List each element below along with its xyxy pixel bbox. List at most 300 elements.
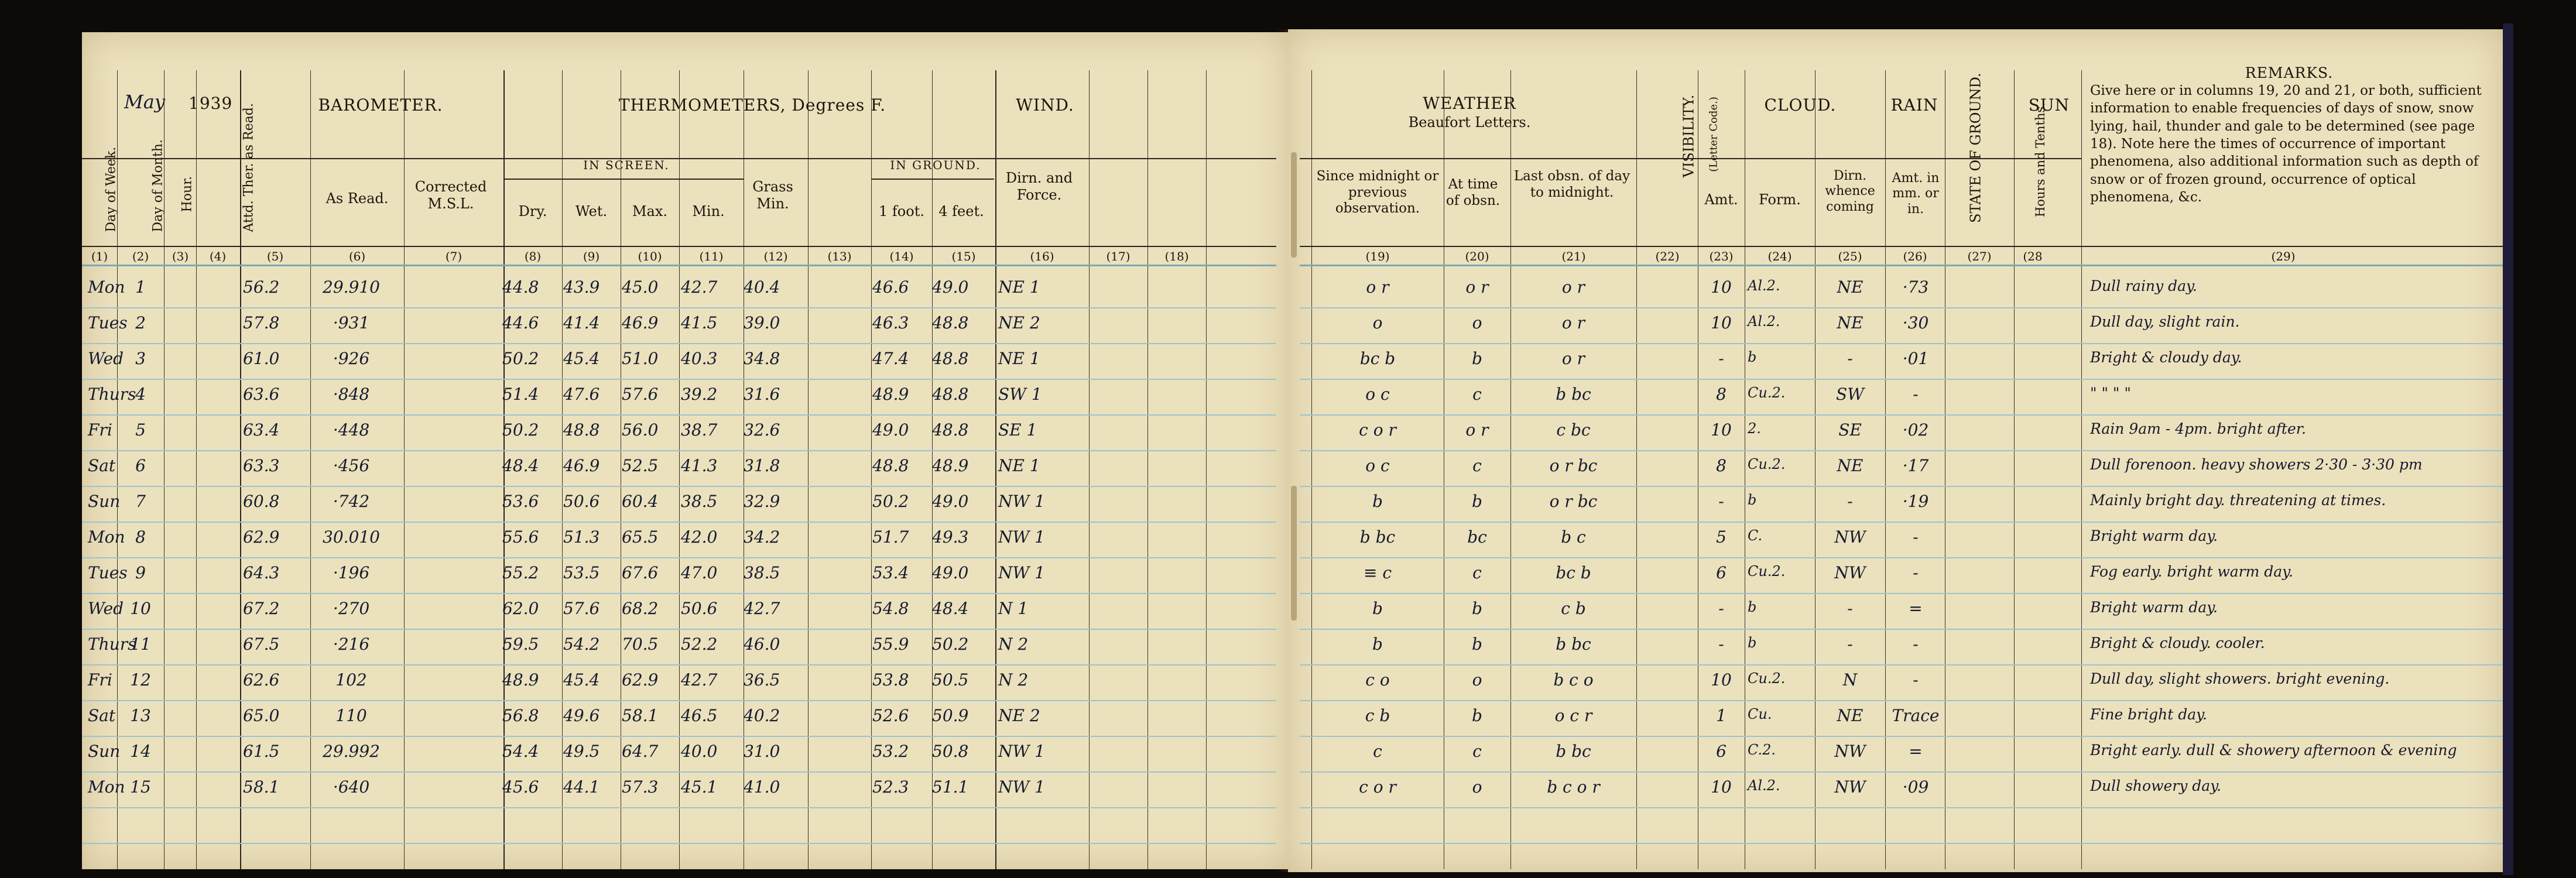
day-of-month-cell: 2 [135, 313, 146, 332]
max-temp-cell: 45.0 [622, 277, 659, 297]
cloud-form-cell: b [1748, 599, 1757, 615]
wind-cell: NE 2 [998, 313, 1040, 332]
rain-amount-cell: Trace [1892, 706, 1940, 725]
column-divider [808, 70, 809, 869]
barometer-reading-cell: ·848 [333, 385, 370, 404]
cloud-amount-cell: 10 [1711, 420, 1732, 440]
barometer-reading-cell: ·270 [333, 599, 370, 618]
max-temp-cell: 68.2 [622, 599, 659, 618]
column-number: (22) [1655, 249, 1680, 263]
ruled-line [1300, 807, 2503, 808]
min-temp-cell: 42.7 [681, 277, 718, 297]
day-of-month-header: Day of Month. [150, 139, 166, 232]
dry-temp-cell: 55.2 [502, 563, 539, 582]
rain-amt-header: Amt. in mm. or in. [1892, 171, 1940, 217]
ground-1ft-cell: 53.8 [872, 670, 909, 690]
remark-cell: Bright & cloudy. cooler. [2090, 635, 2265, 651]
weather-at-time-cell: o [1472, 670, 1482, 690]
wet-temp-cell: 43.9 [563, 277, 600, 297]
min-temp-cell: 41.5 [681, 313, 718, 332]
ruled-line [1300, 664, 2503, 666]
cloud-direction-cell: NE [1837, 277, 1864, 297]
in-screen-heading: IN SCREEN. [583, 158, 670, 172]
dry-temp-cell: 53.6 [502, 492, 539, 511]
cloud-amount-cell: 10 [1711, 313, 1732, 332]
ruled-line [82, 664, 1276, 666]
ground-4ft-cell: 48.8 [932, 420, 969, 440]
ruled-line [1300, 414, 2503, 416]
weather-at-time-cell: o r [1465, 420, 1489, 440]
grass-min-cell: 42.7 [744, 599, 780, 618]
day-of-week-cell: Thurs [88, 385, 136, 404]
wind-heading: WIND. [1016, 95, 1074, 115]
column-divider [1147, 70, 1148, 869]
column-number: (15) [951, 249, 976, 263]
in-screen-divider [503, 179, 744, 180]
weather-last-cell: o r [1561, 277, 1585, 297]
weather-at-time-cell: b [1472, 349, 1482, 368]
cloud-form-cell: Al.2. [1748, 777, 1780, 794]
rain-amount-cell: = [1909, 742, 1923, 761]
cloud-form-cell: b [1748, 492, 1757, 508]
max-temp-cell: 70.5 [622, 635, 659, 654]
remark-cell: Dull day, slight showers. bright evening. [2090, 670, 2390, 687]
weather-last-cell: b c o r [1547, 777, 1600, 797]
column-divider [1206, 70, 1207, 869]
ruled-line [1300, 700, 2503, 701]
cloud-direction-cell: NE [1837, 456, 1864, 475]
hour-header: Hour. [180, 176, 195, 212]
state-of-ground-header: STATE OF GROUND. [1967, 73, 1984, 223]
cloud-direction-cell: - [1847, 635, 1853, 654]
ground-1ft-cell: 48.8 [872, 456, 909, 475]
min-temp-cell: 39.2 [681, 385, 718, 404]
cloud-amount-cell: 10 [1711, 777, 1732, 797]
min-header: Min. [692, 203, 725, 220]
cloud-direction-cell: N [1842, 670, 1858, 690]
attd-ther-cell: 67.2 [243, 599, 280, 618]
column-number: (26) [1903, 249, 1927, 263]
ruled-line [82, 307, 1276, 308]
column-number: (23) [1709, 249, 1734, 263]
day-of-month-cell: 6 [135, 456, 146, 475]
ruled-line [82, 700, 1276, 701]
ground-4ft-cell: 50.5 [932, 670, 969, 690]
ground-4ft-cell: 48.8 [932, 385, 969, 404]
cloud-direction-cell: NW [1834, 777, 1866, 797]
barometer-reading-cell: ·640 [333, 777, 370, 797]
column-number: (27) [1967, 249, 1992, 263]
weather-since-cell: b [1372, 492, 1383, 511]
ground-4ft-cell: 50.8 [932, 742, 969, 761]
wind-cell: SE 1 [998, 420, 1037, 440]
column-divider [1089, 70, 1090, 869]
column-number: (10) [638, 249, 662, 263]
dry-temp-cell: 44.8 [502, 277, 539, 297]
weather-at-time-cell: b [1472, 492, 1482, 511]
grass-min-cell: 36.5 [744, 670, 780, 690]
visibility-header: VISIBILITY. [1680, 94, 1697, 178]
wind-cell: NE 1 [998, 277, 1040, 297]
sun-heading: SUN [2028, 95, 2070, 115]
weather-at-time-cell: b [1472, 599, 1482, 618]
column-divider [196, 70, 197, 869]
ruled-line [82, 593, 1276, 594]
cloud-dirn-header: Dirn. whence coming [1825, 169, 1875, 214]
grass-min-cell: 40.4 [744, 277, 780, 297]
ground-4ft-cell: 48.8 [932, 349, 969, 368]
ruled-line [1300, 629, 2503, 630]
rain-amount-cell: - [1913, 670, 1919, 690]
rain-amount-cell: ·19 [1902, 492, 1929, 511]
wet-temp-cell: 44.1 [563, 777, 600, 797]
ruled-line [82, 557, 1276, 558]
column-divider [240, 70, 241, 869]
weather-since-cell: b bc [1359, 527, 1396, 547]
cloud-amount-cell: 10 [1711, 277, 1732, 297]
attd-ther-cell: 64.3 [243, 563, 280, 582]
dry-temp-cell: 48.4 [502, 456, 539, 475]
column-number: (8) [524, 249, 542, 263]
header-bottom-line [82, 246, 1276, 247]
rain-amount-cell: ·02 [1902, 420, 1929, 440]
column-divider [995, 70, 996, 869]
ground-1ft-cell: 48.9 [872, 385, 909, 404]
wet-temp-cell: 46.9 [563, 456, 600, 475]
dry-temp-cell: 50.2 [502, 420, 539, 440]
last-obsn-header: Last obsn. of day to midnight. [1513, 169, 1630, 200]
column-number: (4) [209, 249, 227, 263]
ruled-line [1300, 522, 2503, 523]
day-of-week-cell: Wed [88, 599, 124, 618]
dry-header: Dry. [518, 203, 547, 220]
day-of-month-cell: 15 [130, 777, 151, 797]
day-of-week-cell: Fri [88, 420, 112, 440]
cloud-amount-cell: 5 [1716, 527, 1727, 547]
ruled-line [82, 771, 1276, 773]
ruled-line [1300, 379, 2503, 380]
ruled-line [1300, 593, 2503, 594]
day-of-week-cell: Mon [88, 777, 125, 797]
wet-temp-cell: 54.2 [563, 635, 600, 654]
binding-tab-upper [1291, 152, 1297, 258]
cloud-amount-cell: 8 [1716, 385, 1727, 404]
day-of-month-cell: 8 [135, 527, 146, 547]
letter-code-header: (Letter Code.) [1707, 97, 1720, 172]
weather-at-time-cell: o [1472, 777, 1482, 797]
day-of-week-cell: Thurs [88, 635, 136, 654]
column-number: (13) [827, 249, 852, 263]
weather-at-time-cell: b [1472, 635, 1482, 654]
attd-ther-cell: 58.1 [243, 777, 280, 797]
column-divider [562, 70, 563, 869]
header-bottom-line [1300, 246, 2503, 247]
ground-4ft-cell: 48.8 [932, 313, 969, 332]
column-number: (20) [1465, 249, 1489, 263]
min-temp-cell: 46.5 [681, 706, 718, 725]
weather-last-cell: o r [1561, 349, 1585, 368]
year-label: 1939 [189, 94, 233, 113]
thermometers-heading: THERMOMETERS, Degrees F. [618, 95, 886, 115]
cloud-form-cell: Al.2. [1748, 277, 1780, 294]
wind-cell: NW 1 [998, 563, 1045, 582]
wind-cell: NW 1 [998, 527, 1045, 547]
day-of-month-cell: 14 [130, 742, 151, 761]
remark-cell: Bright warm day. [2090, 527, 2218, 544]
ground-1ft-cell: 55.9 [872, 635, 909, 654]
ground-1ft-cell: 51.7 [872, 527, 909, 547]
ruled-line [1300, 307, 2503, 308]
min-temp-cell: 42.0 [681, 527, 718, 547]
day-of-week-cell: Wed [88, 349, 124, 368]
ruled-line [82, 629, 1276, 630]
day-of-week-cell: Sun [88, 742, 121, 761]
weather-since-cell: b [1372, 599, 1383, 618]
grass-min-header: Grass Min. [752, 179, 793, 212]
barometer-reading-cell: ·931 [333, 313, 370, 332]
max-temp-cell: 46.9 [622, 313, 659, 332]
attd-ther-cell: 61.5 [243, 742, 280, 761]
ground-1ft-cell: 52.3 [872, 777, 909, 797]
weather-since-cell: b [1372, 635, 1383, 654]
max-temp-cell: 57.3 [622, 777, 659, 797]
day-of-month-cell: 9 [135, 563, 146, 582]
ruled-line [82, 450, 1276, 451]
wet-temp-cell: 57.6 [563, 599, 600, 618]
rain-amount-cell: ·17 [1902, 456, 1929, 475]
weather-since-cell: c o [1365, 670, 1390, 690]
remarks-instructions: Give here or in columns 19, 20 and 21, or both, sufficient information to enable frequencies of days of snow, snow lying, hail, thunder and gale to be determined (see page 18). Note here the times of occurrence of important phenomena, also additional information such as depth of snow or of frozen ground, occurrence of optical phenomena, &c. [2090, 83, 2482, 205]
ground-4ft-cell: 51.1 [932, 777, 969, 797]
ground-1ft-cell: 46.6 [872, 277, 909, 297]
ground-1ft-cell: 47.4 [872, 349, 909, 368]
wet-temp-cell: 51.3 [563, 527, 600, 547]
ground-4ft-cell: 48.4 [932, 599, 969, 618]
weather-last-cell: b bc [1556, 635, 1591, 654]
ground-4ft-cell: 50.9 [932, 706, 969, 725]
ruled-line [1300, 343, 2503, 344]
header-divider [82, 158, 1276, 159]
wet-temp-cell: 47.6 [563, 385, 600, 404]
ground-1ft-cell: 54.8 [872, 599, 909, 618]
remark-cell: " " " " [2090, 385, 2131, 402]
max-temp-cell: 51.0 [622, 349, 659, 368]
cloud-form-cell: b [1748, 349, 1757, 365]
attd-ther-cell: 67.5 [243, 635, 280, 654]
cloud-form-cell: Cu. [1748, 706, 1772, 722]
barometer-reading-cell: 30.010 [323, 527, 380, 547]
attd-ther-cell: 62.6 [243, 670, 280, 690]
weather-at-time-cell: o [1472, 313, 1482, 332]
weather-last-cell: o c r [1554, 706, 1592, 725]
wind-cell: NE 1 [998, 456, 1040, 475]
cloud-form-cell: Cu.2. [1748, 456, 1786, 472]
max-temp-cell: 62.9 [622, 670, 659, 690]
grass-min-cell: 38.5 [744, 563, 780, 582]
rain-amount-cell: ·30 [1902, 313, 1929, 332]
barometer-reading-cell: ·456 [333, 456, 370, 475]
cloud-amount-cell: 1 [1716, 706, 1727, 725]
ground-1ft-cell: 53.2 [872, 742, 909, 761]
column-number: (17) [1106, 249, 1131, 263]
min-temp-cell: 42.7 [681, 670, 718, 690]
attd-ther-cell: 63.4 [243, 420, 280, 440]
ground-1ft-cell: 52.6 [872, 706, 909, 725]
dry-temp-cell: 62.0 [502, 599, 539, 618]
rain-amount-cell: - [1913, 635, 1919, 654]
grass-min-cell: 34.2 [744, 527, 780, 547]
column-number: (6) [348, 249, 366, 263]
column-divider [2014, 70, 2015, 869]
cloud-direction-cell: NE [1837, 706, 1864, 725]
ground-4ft-cell: 49.0 [932, 277, 969, 297]
ruled-line [82, 807, 1276, 808]
attd-ther-cell: 65.0 [243, 706, 280, 725]
remark-cell: Dull forenoon. heavy showers 2·30 - 3·30 pm [2090, 456, 2423, 473]
weather-last-cell: b bc [1556, 742, 1591, 761]
since-midnight-header: Since midnight or previous observation. [1316, 169, 1439, 217]
wind-cell: NW 1 [998, 492, 1045, 511]
ruled-line [82, 343, 1276, 344]
ruled-line [1300, 557, 2503, 558]
grass-min-cell: 32.6 [744, 420, 780, 440]
grass-min-cell: 31.6 [744, 385, 780, 404]
grass-min-cell: 41.0 [744, 777, 780, 797]
column-number: (28 [2023, 249, 2043, 263]
remark-cell: Fine bright day. [2090, 706, 2207, 723]
wet-temp-cell: 49.6 [563, 706, 600, 725]
column-divider [164, 70, 165, 869]
cloud-direction-cell: SW [1836, 385, 1864, 404]
column-number: (3) [172, 249, 189, 263]
ruled-line [82, 414, 1276, 416]
barometer-reading-cell: 110 [335, 706, 367, 725]
barometer-heading: BAROMETER. [318, 95, 443, 115]
min-temp-cell: 47.0 [681, 563, 718, 582]
remark-cell: Dull showery day. [2090, 777, 2221, 794]
day-of-month-cell: 13 [130, 706, 151, 725]
day-of-week-cell: Sun [88, 492, 121, 511]
wet-temp-cell: 45.4 [563, 349, 600, 368]
cloud-form-cell: 2. [1748, 420, 1761, 437]
barometer-reading-cell: ·742 [333, 492, 370, 511]
ruled-line [82, 736, 1276, 737]
cloud-direction-cell: NW [1834, 563, 1866, 582]
dry-temp-cell: 50.2 [502, 349, 539, 368]
day-of-month-cell: 11 [130, 635, 151, 654]
min-temp-cell: 50.6 [681, 599, 718, 618]
cloud-amount-cell: - [1718, 635, 1724, 654]
rain-amount-cell: - [1913, 385, 1919, 404]
cloud-amount-cell: 6 [1716, 563, 1727, 582]
barometer-reading-cell: 29.992 [323, 742, 380, 761]
attd-ther-cell: 62.9 [243, 527, 280, 547]
weather-since-cell: c o r [1359, 777, 1396, 797]
column-divider [679, 70, 680, 869]
weather-last-cell: b c o [1553, 670, 1594, 690]
column-divider [2081, 70, 2082, 869]
binding-tab-lower [1291, 486, 1297, 620]
wind-cell: N 1 [998, 599, 1029, 618]
attd-ther-cell: 61.0 [243, 349, 280, 368]
weather-since-cell: c o r [1359, 420, 1396, 440]
column-number: (18) [1164, 249, 1189, 263]
cloud-form-cell: Cu.2. [1748, 385, 1786, 401]
attd-ther-cell: 57.8 [243, 313, 280, 332]
day-of-month-cell: 1 [135, 277, 146, 297]
weather-since-cell: ≡ c [1363, 563, 1392, 582]
grass-min-cell: 31.8 [744, 456, 780, 475]
cloud-amount-cell: 8 [1716, 456, 1727, 475]
rain-heading: RAIN [1890, 95, 1938, 115]
wet-header: Wet. [575, 203, 608, 220]
attd-ther-cell: 60.8 [243, 492, 280, 511]
as-read-header: As Read. [326, 190, 389, 207]
column-number: (5) [266, 249, 284, 263]
ruled-line [1300, 843, 2503, 844]
max-temp-cell: 67.6 [622, 563, 659, 582]
number-row-line [1300, 265, 2503, 266]
ruled-line [1300, 486, 2503, 487]
rain-amount-cell: - [1913, 563, 1919, 582]
column-divider [1636, 70, 1637, 869]
max-temp-cell: 58.1 [622, 706, 659, 725]
min-temp-cell: 38.7 [681, 420, 718, 440]
dry-temp-cell: 56.8 [502, 706, 539, 725]
at-time-header: At time of obsn. [1445, 177, 1501, 208]
dry-temp-cell: 59.5 [502, 635, 539, 654]
weather-since-cell: bc b [1359, 349, 1396, 368]
cloud-direction-cell: SE [1838, 420, 1862, 440]
column-divider [871, 70, 872, 869]
grass-min-cell: 34.8 [744, 349, 780, 368]
column-number: (19) [1365, 249, 1390, 263]
weather-since-cell: o c [1365, 385, 1390, 404]
min-temp-cell: 41.3 [681, 456, 718, 475]
day-of-month-cell: 7 [135, 492, 146, 511]
weather-at-time-cell: o r [1465, 277, 1489, 297]
barometer-reading-cell: ·448 [333, 420, 370, 440]
attd-ther-cell: 63.6 [243, 385, 280, 404]
max-temp-cell: 52.5 [622, 456, 659, 475]
ground-4ft-cell: 49.0 [932, 492, 969, 511]
rain-amount-cell: ·01 [1902, 349, 1929, 368]
dry-temp-cell: 48.9 [502, 670, 539, 690]
column-divider [1885, 70, 1886, 869]
weather-since-cell: o [1372, 313, 1383, 332]
column-number: (12) [763, 249, 788, 263]
barometer-reading-cell: 102 [335, 670, 367, 690]
day-of-week-cell: Fri [88, 670, 112, 690]
max-temp-cell: 60.4 [622, 492, 659, 511]
cloud-direction-cell: - [1847, 599, 1853, 618]
day-of-month-cell: 12 [130, 670, 151, 690]
grass-min-cell: 31.0 [744, 742, 780, 761]
ground-4ft-cell: 50.2 [932, 635, 969, 654]
wet-temp-cell: 53.5 [563, 563, 600, 582]
day-of-week-cell: Mon [88, 527, 125, 547]
cloud-form-cell: C.2. [1748, 742, 1776, 758]
dry-temp-cell: 44.6 [502, 313, 539, 332]
ruled-line [82, 379, 1276, 380]
cloud-amount-cell: - [1718, 492, 1724, 511]
cloud-form-cell: Cu.2. [1748, 670, 1786, 687]
four-feet-header: 4 feet. [938, 203, 984, 220]
cloud-direction-cell: - [1847, 492, 1853, 511]
day-of-month-cell: 10 [130, 599, 151, 618]
cloud-amount-cell: - [1718, 599, 1724, 618]
column-number: (16) [1030, 249, 1054, 263]
